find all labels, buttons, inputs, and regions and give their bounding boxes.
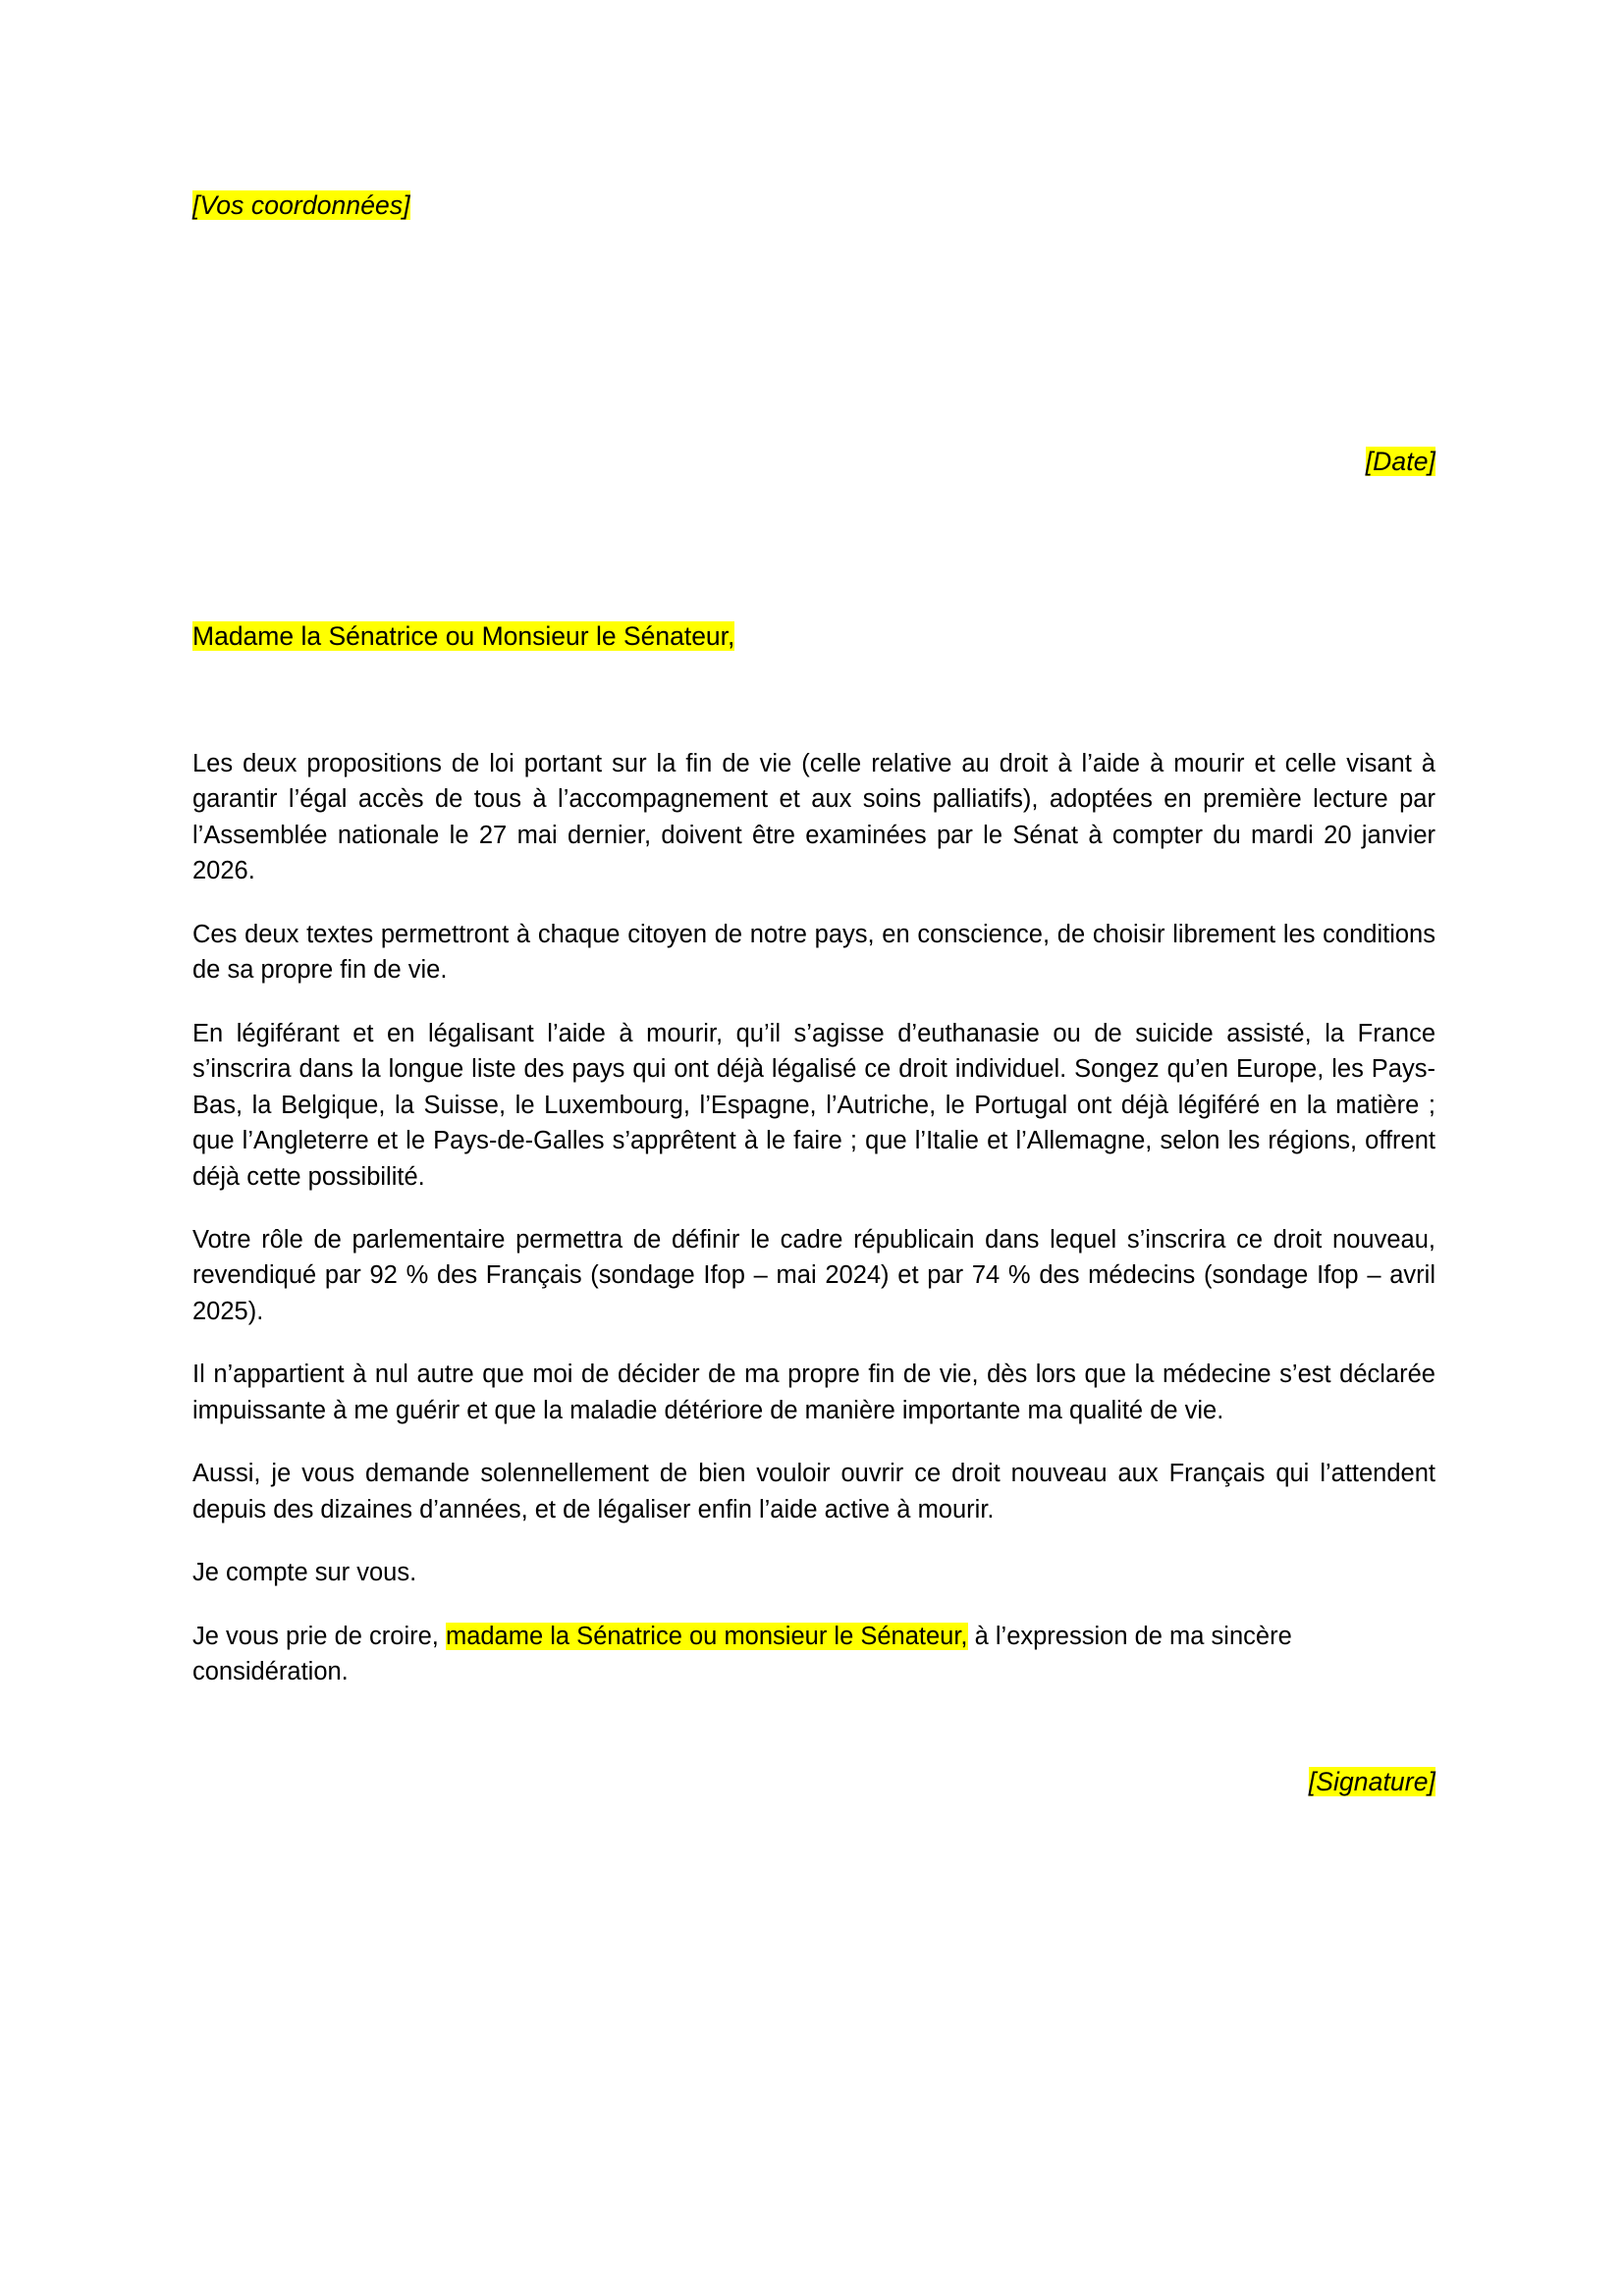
closing-paragraph — [192, 1619, 1435, 1690]
signature-placeholder[interactable]: [Signature] — [1308, 1767, 1435, 1796]
letter-body — [192, 746, 1435, 1690]
closing-suffix: à l’expression de ma sincère considération. — [192, 1622, 1292, 1686]
signature-block — [192, 1767, 1435, 1796]
body-paragraph-3: En légiférant et en légalisant l’aide à mourir, qu’il s’agisse d’euthanasie ou de suicide assisté, la France s’inscrira dans la longue liste des pays qui ont déjà légalisé ce droit individuel. Songez qu’en Europe, les Pays-Bas, la Belgique, la Suisse, le Luxembourg, l’Espagne, l’Autriche, le Portugal ont déjà légiféré en la matière ; que l’Angleterre et le Pays-de-Galles s’apprêtent à le faire ; que l’Italie et l’Allemagne, selon les régions, offrent déjà cette possibilité. — [192, 1019, 1435, 1191]
body-paragraph-1: Les deux propositions de loi portant sur la fin de vie (celle relative au droit à l’aide à mourir et celle visant à garantir l’égal accès de tous à l’accompagnement et aux soins palliatifs), adoptées en première lecture par l’Assemblée nationale le 27 mai dernier, doivent être examinées par le Sénat à compter du mardi 20 janvier 2026. — [192, 750, 1435, 885]
salutation-block — [192, 621, 734, 653]
salutation-text: Madame la Sénatrice ou Monsieur le Sénateur, — [192, 621, 735, 651]
date-placeholder[interactable]: [Date] — [1365, 447, 1435, 476]
body-paragraph-7: Je compte sur vous. — [192, 1559, 417, 1587]
body-paragraph-5: Il n’appartient à nul autre que moi de décider de ma propre fin de vie, dès lors que la médecine s’est déclarée impuissante à me guérir et que la maladie détériore de manière importante ma qualité de vie. — [192, 1361, 1435, 1424]
body-paragraph-6: Aussi, je vous demande solennellement de bien vouloir ouvrir ce droit nouveau aux Français qui l’attendent depuis des dizaines d’années, et de légaliser enfin l’aide active à mourir. — [192, 1460, 1435, 1523]
closing-salutation-placeholder[interactable]: madame la Sénatrice ou monsieur le Sénateur, — [445, 1622, 968, 1650]
body-paragraph-2: Ces deux textes permettront à chaque citoyen de notre pays, en conscience, de choisir librement les conditions de sa propre fin de vie. — [192, 920, 1435, 985]
sender-coordinates-block — [192, 190, 410, 220]
date-block — [192, 447, 1435, 476]
closing-prefix: Je vous prie de croire, — [192, 1622, 446, 1650]
body-paragraph-4: Votre rôle de parlementaire permettra de définir le cadre républicain dans lequel s’inscrira ce droit nouveau, revendiqué par 92 % des Français (sondage Ifop – mai 2024) et par 74 % des médecins (sondage Ifop – avril 2025). — [192, 1225, 1435, 1325]
sender-coordinates-placeholder[interactable]: [Vos coordonnées] — [192, 190, 410, 220]
